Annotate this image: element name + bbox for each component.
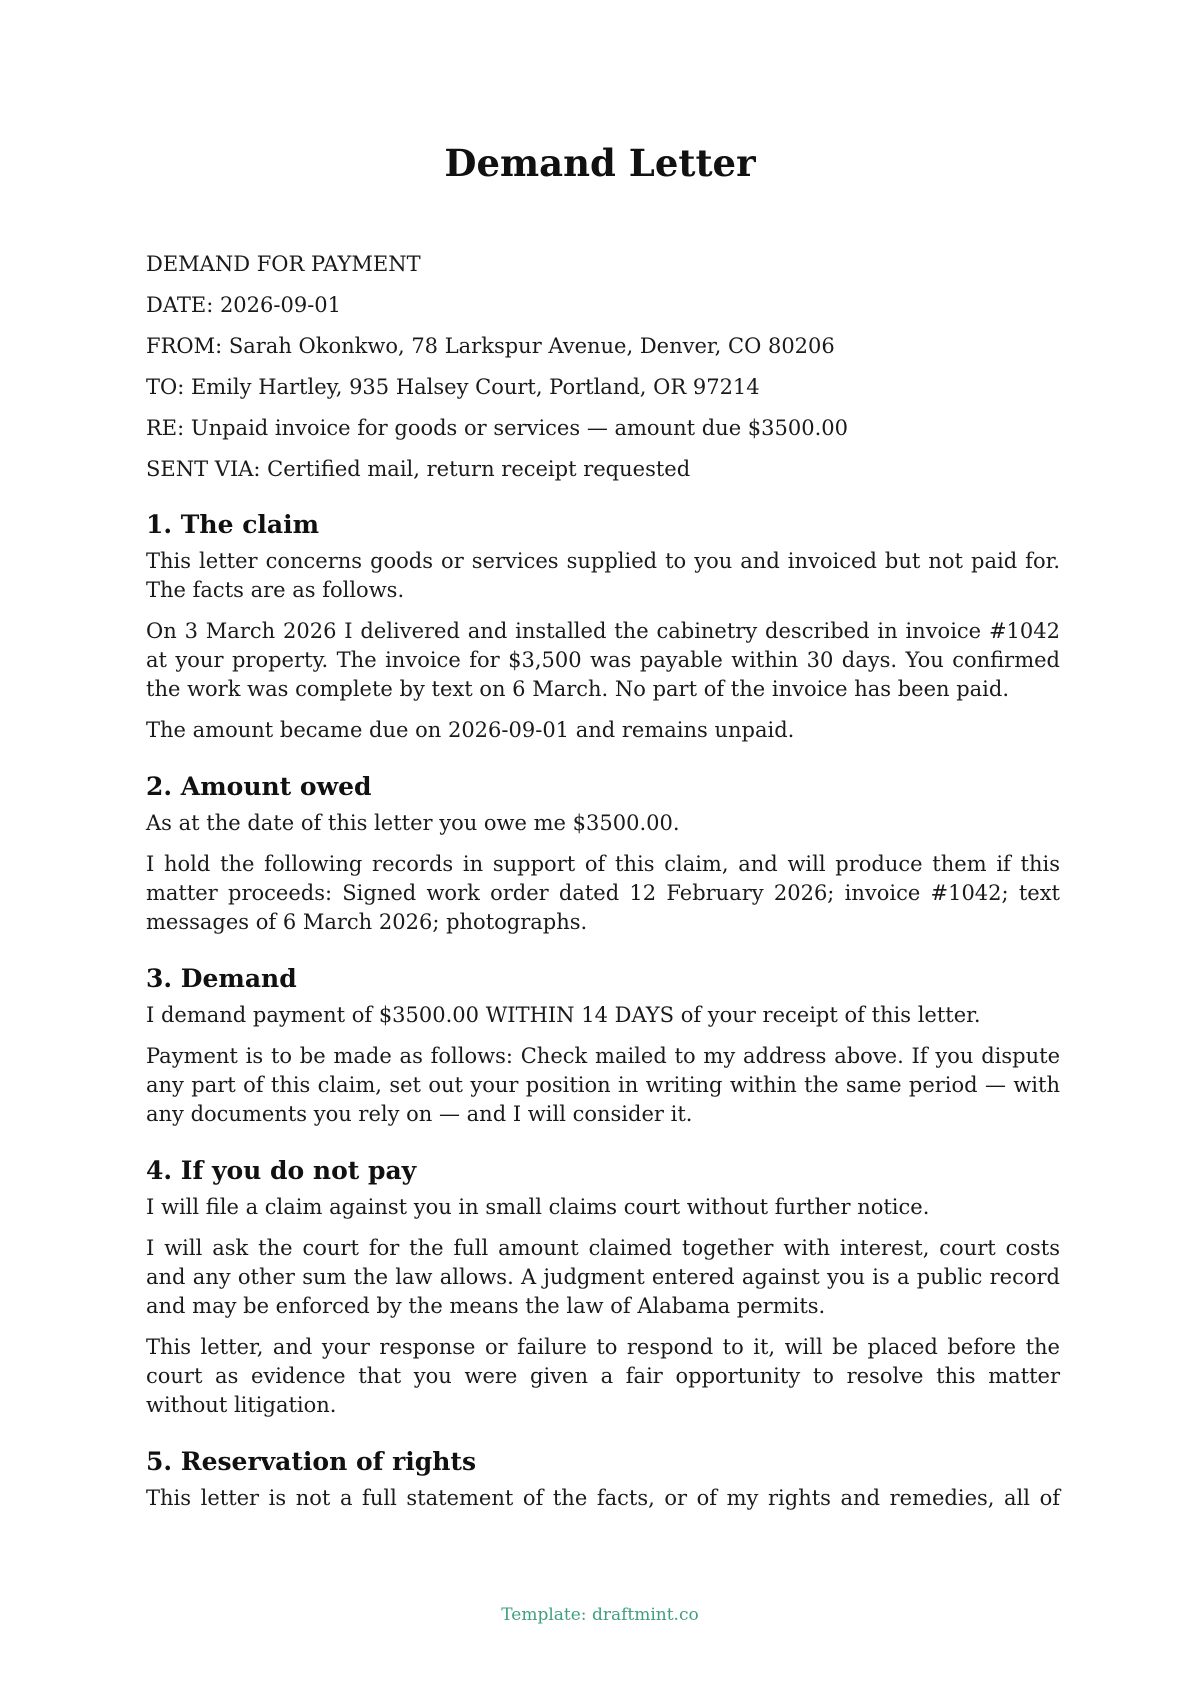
sent-via-line: SENT VIA: Certified mail, return receipt requested <box>146 457 691 481</box>
section-amount-owed <box>146 771 1060 937</box>
paragraph: I will ask the court for the full amount claimed together with interest, court costs and any other sum the law allows. A judgment entered against you is a public record and may be enforced by the means the law of Alabama permits. <box>146 1236 1060 1318</box>
paragraph: I hold the following records in support of this claim, and will produce them if this matter proceeds: Signed work order dated 12 February 2026; invoice #1042; text messages of 6 March 2026; photographs. <box>146 852 1060 934</box>
section-heading: 5. Reservation of rights <box>146 1447 477 1476</box>
section-demand <box>146 963 1060 1129</box>
section-if-you-do-not-pay <box>146 1155 1060 1420</box>
date-line: DATE: 2026-09-01 <box>146 293 342 317</box>
paragraph: As at the date of this letter you owe me $3500.00. <box>146 811 680 835</box>
section-heading: 4. If you do not pay <box>146 1156 417 1185</box>
paragraph: This letter is not a full statement of the facts, or of my rights and remedies, all of <box>146 1486 1060 1510</box>
template-footer: Template: draftmint.co <box>501 1605 699 1625</box>
paragraph: The amount became due on 2026-09-01 and remains unpaid. <box>146 718 795 742</box>
section-heading: 3. Demand <box>146 964 297 993</box>
paragraph: On 3 March 2026 I delivered and installed the cabinetry described in invoice #1042 at your property. The invoice for $3,500 was payable within 30 days. You confirmed the work was complete by text on 6 March. No part of the invoice has been paid. <box>146 619 1060 701</box>
section-heading: 1. The claim <box>146 510 320 539</box>
section-claim <box>146 509 1060 745</box>
paragraph: Payment is to be made as follows: Check mailed to my address above. If you dispute any part of this claim, set out your position in writing within the same period — with any documents you rely on — and I will consider it. <box>146 1044 1060 1126</box>
section-heading: 2. Amount owed <box>146 772 372 801</box>
document-title: Demand Letter <box>444 141 756 185</box>
paragraph: I will file a claim against you in small claims court without further notice. <box>146 1195 930 1219</box>
paragraph: This letter concerns goods or services supplied to you and invoiced but not paid for. The facts are as follows. <box>146 549 1060 602</box>
letter-type-line: DEMAND FOR PAYMENT <box>146 252 421 276</box>
from-line: FROM: Sarah Okonkwo, 78 Larkspur Avenue, Denver, CO 80206 <box>146 334 835 358</box>
letter-header-block <box>146 250 1060 483</box>
paragraph: This letter, and your response or failure to respond to it, will be placed before the court as evidence that you were given a fair opportunity to resolve this matter without litigation. <box>146 1335 1060 1417</box>
letter-body <box>146 250 1060 1525</box>
section-reservation-of-rights <box>146 1446 1060 1513</box>
paragraph: I demand payment of $3500.00 WITHIN 14 DAYS of your receipt of this letter. <box>146 1003 981 1027</box>
re-line: RE: Unpaid invoice for goods or services — amount due $3500.00 <box>146 416 849 440</box>
to-line: TO: Emily Hartley, 935 Halsey Court, Portland, OR 97214 <box>146 375 760 399</box>
